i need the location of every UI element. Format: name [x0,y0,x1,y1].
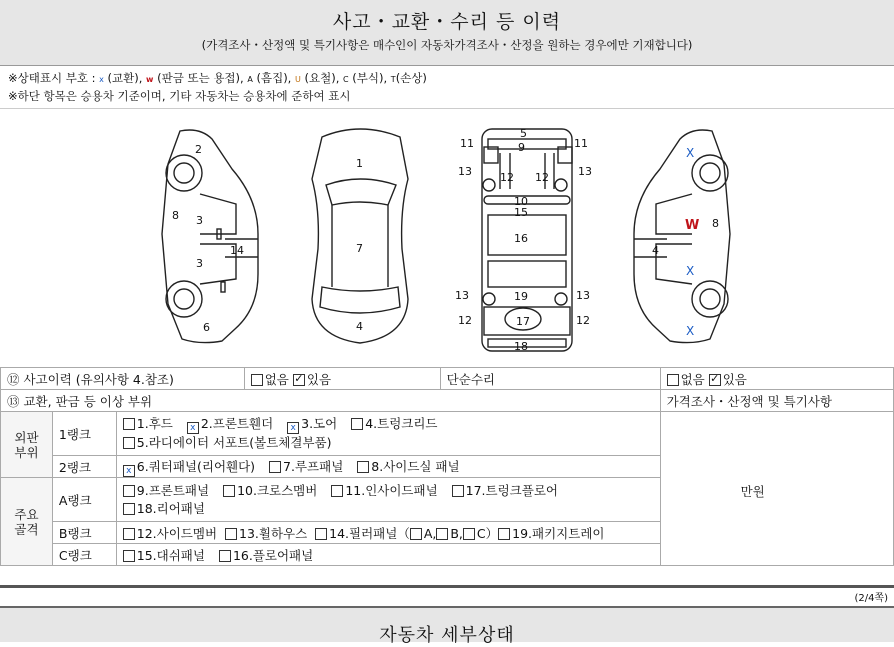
part-label-13-rr: 13 [576,289,590,302]
legend-c-mark: C [343,75,349,84]
page-number: (2/4쪽) [854,593,888,604]
part-label-6: 6 [203,321,210,334]
legend-x-mark: x [99,75,104,84]
simple-repair-label: 단순수리 [440,368,660,390]
front-panel-checkbox[interactable] [123,485,135,497]
repair-none-checkbox[interactable] [667,374,679,386]
side-sill-checkbox[interactable] [357,461,369,473]
trunk-floor-checkbox[interactable] [452,485,464,497]
legend-t-mark: T [390,75,396,84]
rank2-label: 2랭크 [52,456,116,478]
exchange-mark-2: X [686,264,695,278]
part-label-15: 15 [514,206,528,219]
pillar-panel-checkbox[interactable] [315,528,327,540]
pillar-c-checkbox[interactable] [463,528,475,540]
trunk-lid-checkbox[interactable] [351,418,363,430]
symbol-legend: ※상태표시 부호 : x (교환), w (판금 또는 용접), A (흠집), U (요철), C (부식), T(손상) [8,71,427,85]
vehicle-diagram [0,108,894,366]
part-label-3: 3 [196,214,203,227]
legend-w-mark: w [146,75,154,84]
standard-note: ※하단 항목은 승용차 기준이며, 기타 자동차는 승용차에 준하여 표시 [8,89,351,103]
rank1-label: 1랭크 [52,412,116,456]
rankA-label: A랭크 [52,478,116,522]
pillar-a-checkbox[interactable] [410,528,422,540]
part-label-8-right: 8 [712,217,719,230]
pillar-b-checkbox[interactable] [436,528,448,540]
part-label-13-fr: 13 [578,165,592,178]
rankB-items: 12.사이드멤버 13.휠하우스 14.필러패널（ A, B, C） 19.패키지트레이 [116,522,660,544]
package-tray-checkbox[interactable] [498,528,510,540]
part-label-3b: 3 [196,257,203,270]
wheel-house-checkbox[interactable] [225,528,237,540]
simple-repair-options: 없음 ✓ 있음 [660,368,893,390]
part-label-12-rl: 12 [458,314,472,327]
weld-mark: W [685,218,700,233]
accident-history-label: ⑫ 사고이력 (유의사항 4.참조) [1,368,245,390]
rank1-items: 1.후드 x 2.프론트휀더 x 3.도어 4.트렁크리드 5.라디에이터 서포트(볼트체결부품) [116,412,660,456]
exchange-mark-3: X [686,324,695,338]
legend-u-mark: U [295,75,301,84]
part-label-5: 5 [520,127,527,140]
price-unit: 만원 [740,484,765,499]
main-frame-label: 주요 골격 [1,478,53,566]
front-fender-checkbox[interactable]: x [187,422,199,434]
section-divider [0,585,894,588]
door-checkbox[interactable]: x [287,422,299,434]
part-label-4: 4 [356,320,363,333]
legend-a-mark: A [247,75,253,84]
rear-panel-checkbox[interactable] [123,503,135,515]
page-title: 사고・교환・수리 등 이력 [332,11,562,33]
part-label-7: 7 [356,242,363,255]
part-label-16: 16 [514,232,528,245]
left-side-view [162,130,258,343]
accident-none-checkbox[interactable] [251,374,263,386]
rank2-items: x 6.쿼터패널(리어휀다) 7.루프패널 8.사이드실 패널 [116,456,660,478]
part-label-11-left: 11 [460,137,474,150]
part-label-9: 9 [518,141,525,154]
radiator-support-checkbox[interactable] [123,437,135,449]
price-header: 가격조사・산정액 및 특기사항 [660,390,893,412]
part-label-10: 10 [514,195,528,208]
dash-panel-checkbox[interactable] [123,550,135,562]
hood-checkbox[interactable] [123,418,135,430]
floor-panel-checkbox[interactable] [219,550,231,562]
accident-yes-checkbox[interactable] [293,374,305,386]
part-label-2: 2 [195,143,202,156]
exchange-mark-1: X [686,146,695,160]
part-label-12-fl: 12 [500,171,514,184]
part-label-12-rr: 12 [576,314,590,327]
part-label-11-right: 11 [574,137,588,150]
section2-header [0,606,894,646]
cross-member-checkbox[interactable] [223,485,235,497]
rankC-label: C랭크 [52,544,116,566]
part-label-4-right: 4 [652,244,659,257]
price-cell [660,412,893,566]
section2-title: 자동차 세부상태 [379,625,515,646]
inside-panel-checkbox[interactable] [331,485,343,497]
part-label-12-fr: 12 [535,171,549,184]
part-label-1: 1 [356,157,363,170]
part-label-18: 18 [514,340,528,353]
quarter-panel-checkbox[interactable]: x [123,465,135,477]
history-header [0,0,894,66]
part-label-13-fl: 13 [458,165,472,178]
part-label-13-rl: 13 [455,289,469,302]
right-side-view [634,130,730,343]
roof-panel-checkbox[interactable] [269,461,281,473]
part-label-17: 17 [516,315,530,328]
legend-notes [8,70,427,105]
repair-history-table [0,367,894,566]
rankC-items: 15.대쉬패널 16.플로어패널 [116,544,660,566]
rankB-label: B랭크 [52,522,116,544]
part-label-8: 8 [172,209,179,222]
page-subtitle: (가격조사・산정액 및 특기사항은 매수인이 자동차가격조사・산정을 원하는 경우에만 기재합니다) [201,38,693,52]
side-member-checkbox[interactable] [123,528,135,540]
outer-panel-label: 외판 부위 [1,412,53,478]
exchange-label: ⑬ 교환, 판금 등 이상 부위 [1,390,661,412]
accident-options: 없음 ✓ 있음 [244,368,440,390]
repair-yes-checkbox[interactable] [709,374,721,386]
rankA-items: 9.프론트패널 10.크로스멤버 11.인사이드패널 17.트렁크플로어 18.리어패널 [116,478,660,522]
part-label-19: 19 [514,290,528,303]
part-label-14: 14 [230,244,244,257]
